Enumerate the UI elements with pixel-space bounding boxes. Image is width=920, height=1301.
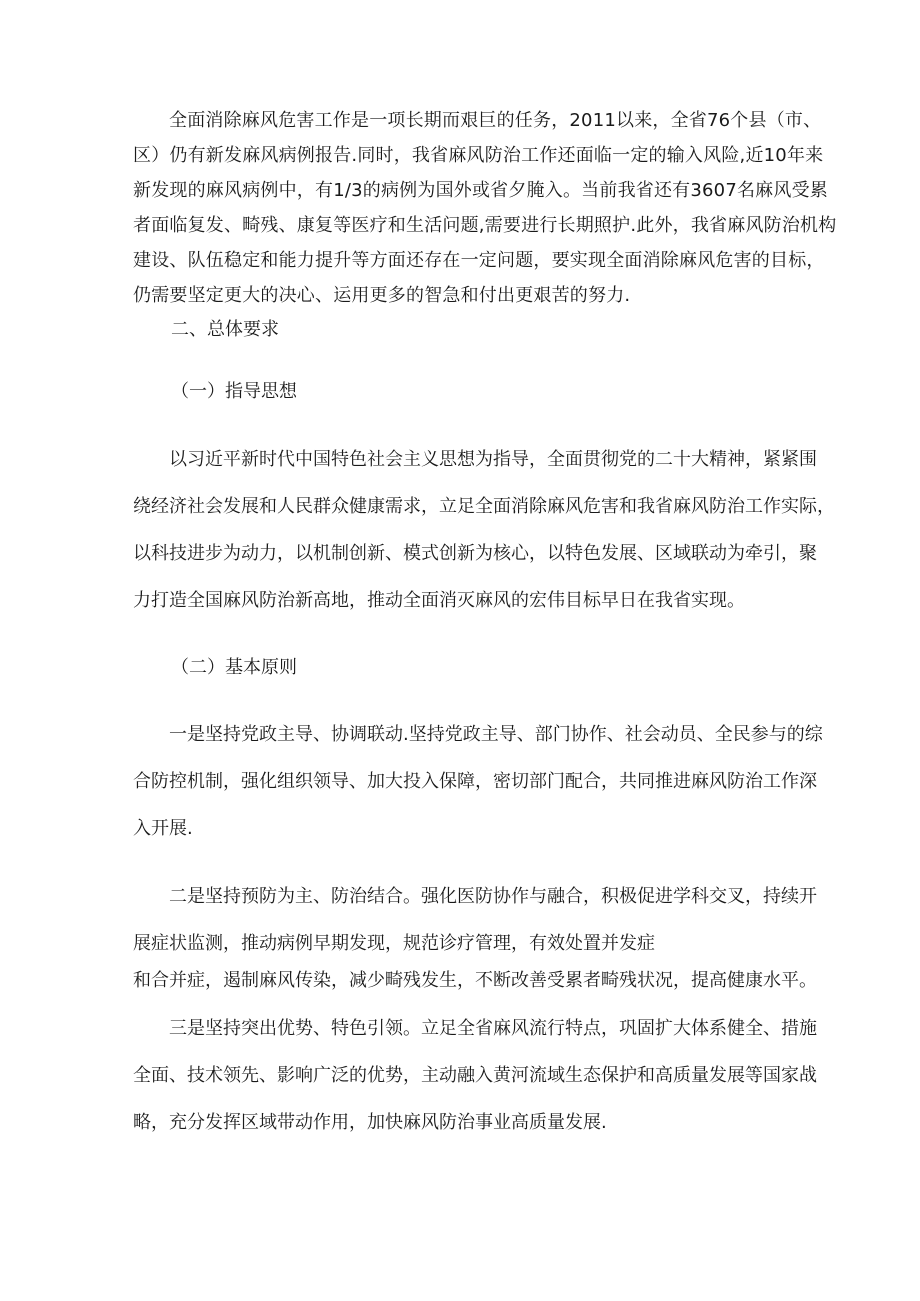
- subsection-heading-basic-principles: （二）基本原则: [171, 657, 297, 678]
- text-line: 力打造全国麻风防治新高地，推动全面消灭麻风的宏伟目标早日在我省实现。: [133, 590, 745, 611]
- text-line: 以习近平新时代中国特色社会主义思想为指导，全面贯彻党的二十大精神，紧紧围: [169, 449, 817, 470]
- text-line: 合防控机制，强化组织领导、加大投入保障，密切部门配合，共同推进麻风防治工作深: [133, 771, 817, 792]
- text-line: 三是坚持突出优势、特色引领。立足全省麻风流行特点，巩固扩大体系健全、措施: [169, 1018, 817, 1039]
- text-line: 全面消除麻风危害工作是一项长期而艰巨的任务，2011以来，全省76个县（市、: [169, 110, 822, 131]
- text-line: 略，充分发挥区域带动作用，加快麻风防治事业高质量发展.: [133, 1112, 607, 1133]
- text-line: 以科技进步为动力，以机制创新、模式创新为核心，以特色发展、区域联动为牵引，聚: [133, 543, 817, 564]
- text-line: 和合并症，遏制麻风传染，减少畸残发生，不断改善受累者畸残状况，提高健康水平。: [133, 970, 817, 991]
- text-line: 全面、技术领先、影响广泛的优势，主动融入黄河流域生态保护和高质量发展等国家战: [133, 1065, 817, 1086]
- principle-three-paragraph: [133, 1017, 817, 1158]
- text-line: 仍需要坚定更大的决心、运用更多的智急和付出更艰苦的努力.: [133, 285, 631, 306]
- section-heading-overall-requirements: 二、总体要求: [171, 319, 279, 340]
- text-line: 一是坚持党政主导、协调联动.坚持党政主导、部门协作、社会动员、全民参与的综: [169, 724, 823, 745]
- text-line: 入开展.: [133, 818, 193, 839]
- text-line: 绕经济社会发展和人民群众健康需求，立足全面消除麻风危害和我省麻风防治工作实际，: [133, 496, 835, 517]
- guiding-ideology-paragraph: [133, 448, 835, 636]
- principle-two-paragraph: [133, 885, 817, 1016]
- text-line: 二是坚持预防为主、防治结合。强化医防协作与融合，积极促进学科交叉，持续开: [169, 886, 817, 907]
- text-line: 者面临复发、畸残、康复等医疗和生活问题,需要进行长期照护.此外，我省麻风防治机构: [133, 215, 837, 236]
- principle-one-paragraph: [133, 723, 823, 864]
- text-line: 区）仍有新发麻风病例报告.同时，我省麻风防治工作还面临一定的输入风险,近10年来: [133, 145, 824, 166]
- text-line: 展症状监测，推动病例早期发现，规范诊疗管理，有效处置并发症: [133, 933, 655, 954]
- intro-paragraph: [133, 103, 837, 313]
- subsection-heading-guiding-ideology: （一）指导思想: [171, 381, 297, 402]
- text-line: 新发现的麻风病例中，有1/3的病例为国外或省夕腌入。当前我省还有3607名麻风受累: [133, 180, 828, 201]
- text-line: 建设、队伍稳定和能力提升等方面还存在一定问题，要实现全面消除麻风危害的目标，: [133, 250, 825, 271]
